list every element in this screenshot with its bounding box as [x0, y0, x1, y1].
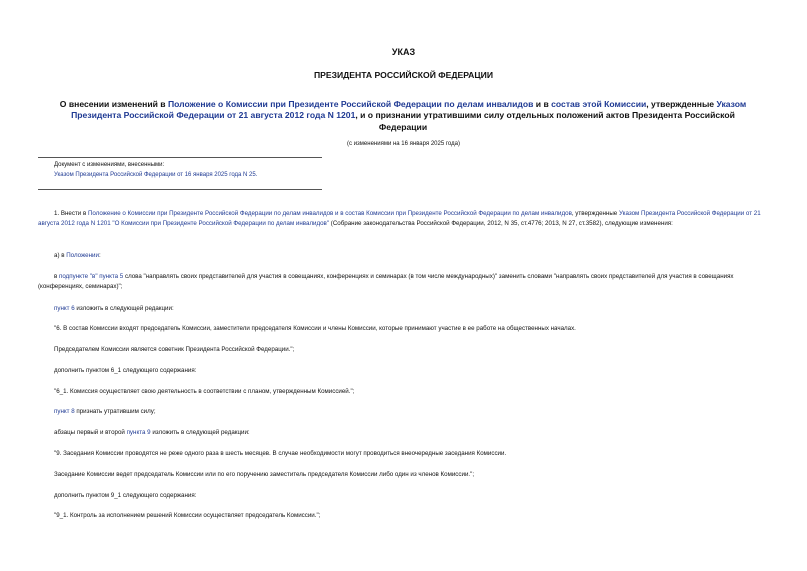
p3-text-1: в — [54, 273, 60, 280]
paragraph-13: дополнить пунктом 9_1 следующего содержания: — [54, 492, 197, 499]
changes-box — [38, 157, 322, 190]
paragraph-14: "9_1. Контроль за исполнением решений Комиссии осуществляет председатель Комиссии."; — [54, 512, 321, 519]
subject-text-2: и в — [533, 99, 552, 109]
p1-link-regulation[interactable]: Положение о Комиссии при Президенте Российской Федерации по делам инвалидов и в состав Комиссии при Президенте Российской Федерации по делам инвалидов — [87, 210, 572, 217]
p1-text-2: , утвержденные — [571, 210, 619, 217]
paragraph-10 — [54, 428, 768, 438]
p1-link-decree[interactable]: Указом Президента Российской Федерации от 21 августа 2012 года N 1201 "О Комиссии при Президенте Российской Федерации по делам инвалидов" — [38, 210, 761, 227]
subject-link-decree[interactable]: Указом Президента Российской Федерации от 21 августа 2012 года N 1201 — [71, 99, 747, 121]
revision-status: (с изменениями на 16 января 2025 года) — [347, 141, 460, 147]
p9-link-clause-8[interactable]: пункт 8 — [54, 408, 75, 415]
paragraph-11: "9. Заседания Комиссии проводятся не реже одного раза в шесть месяцев. В случае необходимости могут проводиться внеочередные заседания Комиссии. — [54, 450, 507, 457]
p1-text-1: 1. Внести в — [54, 210, 88, 217]
paragraph-6: Председателем Комиссии является советник Президента Российской Федерации."; — [54, 346, 295, 353]
paragraph-12: Заседание Комиссии ведет председатель Комиссии или по его поручению заместитель председателя Комиссии либо один из членов Комиссии."; — [54, 471, 475, 478]
paragraph-4 — [54, 304, 768, 314]
changes-label: Документ с изменениями, внесенными: — [54, 162, 165, 168]
paragraph-1 — [38, 209, 768, 229]
paragraph-8: "6_1. Комиссия осуществляет свою деятельность в соответствии с планом, утвержденным Комиссией."; — [54, 388, 355, 395]
p4-link-clause-6[interactable]: пункт 6 — [54, 305, 75, 312]
changes-link[interactable]: Указом Президента Российской Федерации от 16 января 2025 года N 25. — [54, 172, 258, 178]
p3-link-subclause[interactable]: подпункте "в" пункта 5 — [59, 273, 124, 280]
subject-link-composition[interactable]: состав этой Комиссии — [551, 99, 647, 109]
decree-issuer: ПРЕЗИДЕНТА РОССИЙСКОЙ ФЕДЕРАЦИИ — [313, 70, 494, 80]
p1-text-3: (Собрание законодательства Российской Федерации, 2012, N 35, ст.4776; 2013, N 27, ст.3582), следующие изменения: — [329, 219, 673, 227]
paragraph-2 — [54, 251, 768, 261]
p4-text: изложить в следующей редакции: — [74, 305, 174, 312]
p2-link-regulation[interactable]: Положении — [66, 252, 99, 259]
subject-link-regulation[interactable]: Положение о Комиссии при Президенте Российской Федерации по делам инвалидов — [167, 99, 534, 109]
subject-text-3: , утвержденные — [646, 99, 717, 109]
p2-text-1: а) в — [54, 252, 67, 259]
p3-text-2: слова "направлять своих представителей для участия в совещаниях, конференциях и семинарах (в том числе международных)" заменить словами "направлять своих представителей для участия в совещаниях (конференциях, семинарах)"; — [38, 273, 734, 290]
paragraph-7: дополнить пунктом 6_1 следующего содержания: — [54, 367, 197, 374]
p9-text: признать утратившим силу; — [74, 408, 156, 415]
decree-subject — [48, 99, 758, 133]
subject-text-1: О внесении изменений в — [59, 99, 168, 109]
p10-text-1: абзацы первый и второй — [54, 429, 127, 436]
paragraph-5: "6. В состав Комиссии входят председатель Комиссии, заместители председателя Комиссии и члены Комиссии, которые принимают участие в ее работе на общественных началах. — [54, 325, 576, 332]
paragraph-3 — [38, 272, 768, 292]
p10-link-clause-9[interactable]: пункта 9 — [126, 429, 151, 436]
p2-text-2: : — [98, 252, 101, 259]
subject-text-4: , и о признании утратившими силу отдельных положений актов Президента Российской Федерации — [355, 110, 735, 132]
decree-title: УКАЗ — [391, 47, 416, 57]
paragraph-9 — [54, 407, 768, 417]
p10-text-2: изложить в следующей редакции: — [150, 429, 250, 436]
